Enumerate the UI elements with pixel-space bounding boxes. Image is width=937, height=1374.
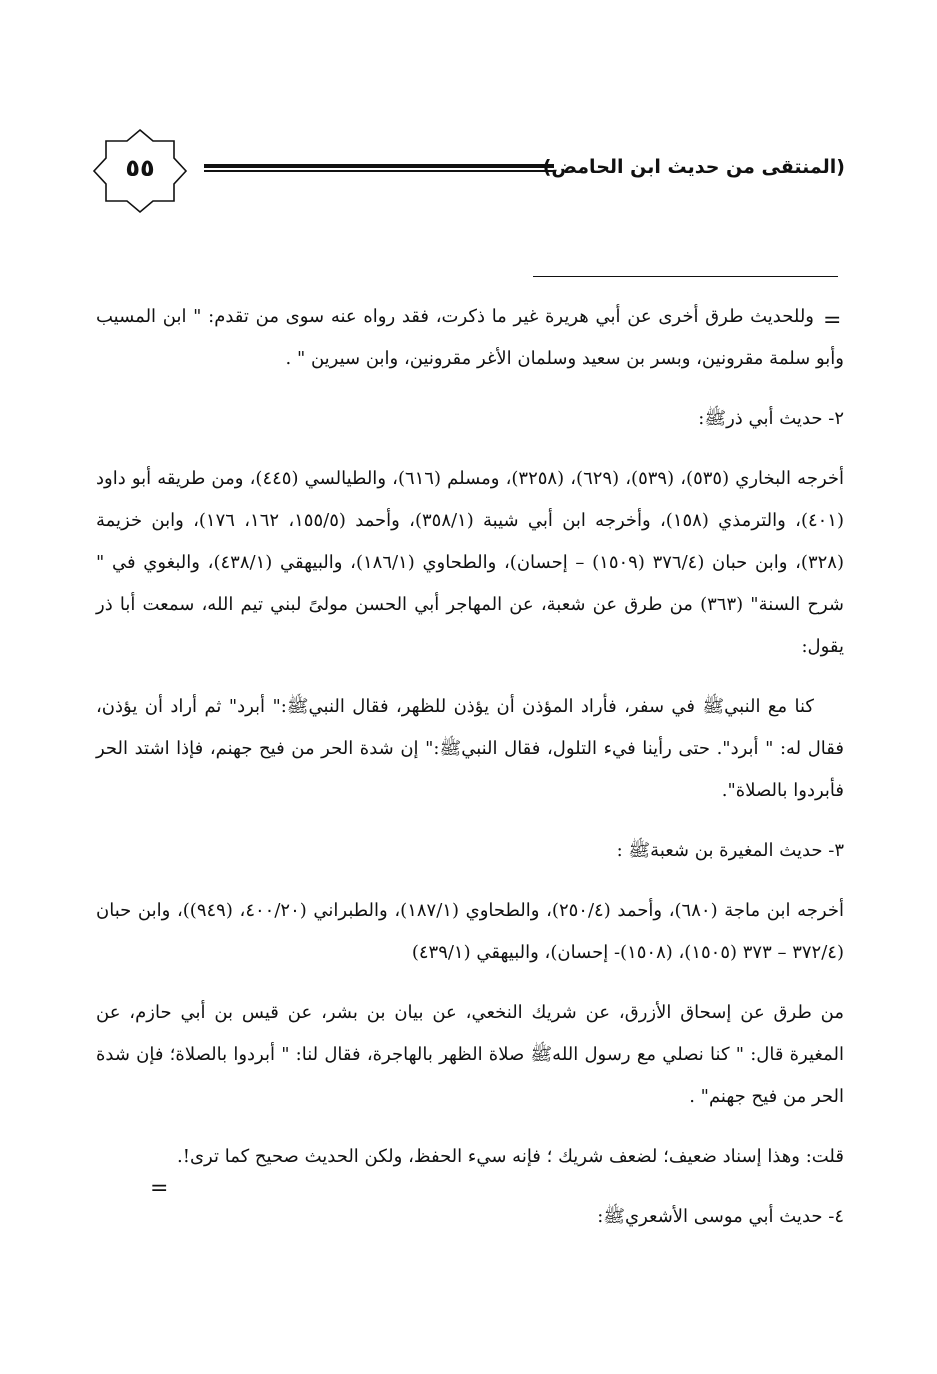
paragraph: أخرجه ابن ماجة (٦٨٠)، وأحمد (٢٥٠/٤)، والطحاوي (١٨٧/١)، والطبراني (٤٠٠/٢٠، (٩٤٩))، وابن حبان (٣٧٢/٤ – ٣٧٣ (١٥٠٥)، (١٥٠٨)- إحسان)، والبيهقي (٤٣٩/١) <box>96 900 844 963</box>
page-number-badge <box>90 128 190 214</box>
header-rule <box>204 164 554 172</box>
end-mark: = <box>150 1176 169 1201</box>
paragraph: وللحديث طرق أخرى عن أبي هريرة غير ما ذكرت، فقد رواه عنه سوى من تقدم: " ابن المسيب وأبو سلمة مقرونين، وبسر بن سعيد وسلمان الأغر مقرونين، وابن سيرين " . <box>96 306 844 369</box>
book-title: (المنتقى من حديث ابن الحامض) <box>542 156 845 178</box>
paragraph: من طرق عن إسحاق الأزرق، عن شريك النخعي، عن بيان بن بشر، عن قيس بن أبي حازم، عن المغيرة قال: " كنا نصلي مع رسول اللهﷺ صلاة الظهر بالهاجرة، فقال لنا: " أبردوا بالصلاة؛ فإن شدة الحر من فيح جهنم" . <box>96 1002 844 1107</box>
footnote-separator <box>533 276 838 277</box>
hadith-quote: كنا مع النبيﷺ في سفر، فأراد المؤذن أن يؤذن للظهر، فقال النبيﷺ:" أبرد" ثم أراد أن يؤذن، فقال له: " أبرد". حتى رأينا فيء التلول، فقال النبيﷺ:" إن شدة الحر من فيح جهنم، فإذا اشتد الحر فأبردوا بالصلاة". <box>96 696 844 801</box>
paragraph: قلت: وهذا إسناد ضعيف؛ لضعف شريك ؛ فإنه سيء الحفظ، ولكن الحديث صحيح كما ترى!. <box>177 1146 844 1167</box>
section-heading: ٤- حديث أبي موسى الأشعريﷺ: <box>597 1206 844 1227</box>
section-heading: ٣- حديث المغيرة بن شعبةﷺ : <box>616 840 844 861</box>
page-number: ٥٥ <box>125 154 155 182</box>
paragraph: أخرجه البخاري (٥٣٥)، (٥٣٩)، (٦٢٩)، (٣٢٥٨)، ومسلم (٦١٦)، والطيالسي (٤٤٥)، ومن طريقه أبو داود (٤٠١)، والترمذي (١٥٨)، وأخرجه ابن أبي شيبة (٣٥٨/١)، وأحمد (١٥٥/٥، ١٦٢، ١٧٦)، وابن خزيمة (٣٢٨)، وابن حبان (٣٧٦/٤ (١٥٠٩) – إحسان)، والطحاوي (١٨٦/١)، والبيهقي (٤٣٨/١)، والبغوي في " شرح السنة" (٣٦٣) من طرق عن شعبة، عن المهاجر أبي الحسن مولىً لبني تيم الله، سمعت أبا ذر يقول: <box>96 468 845 657</box>
footnote-body <box>96 296 844 1256</box>
continuation-mark: = <box>823 308 842 333</box>
section-heading: ٢- حديث أبي ذرﷺ: <box>698 408 844 429</box>
page-header <box>90 128 845 218</box>
